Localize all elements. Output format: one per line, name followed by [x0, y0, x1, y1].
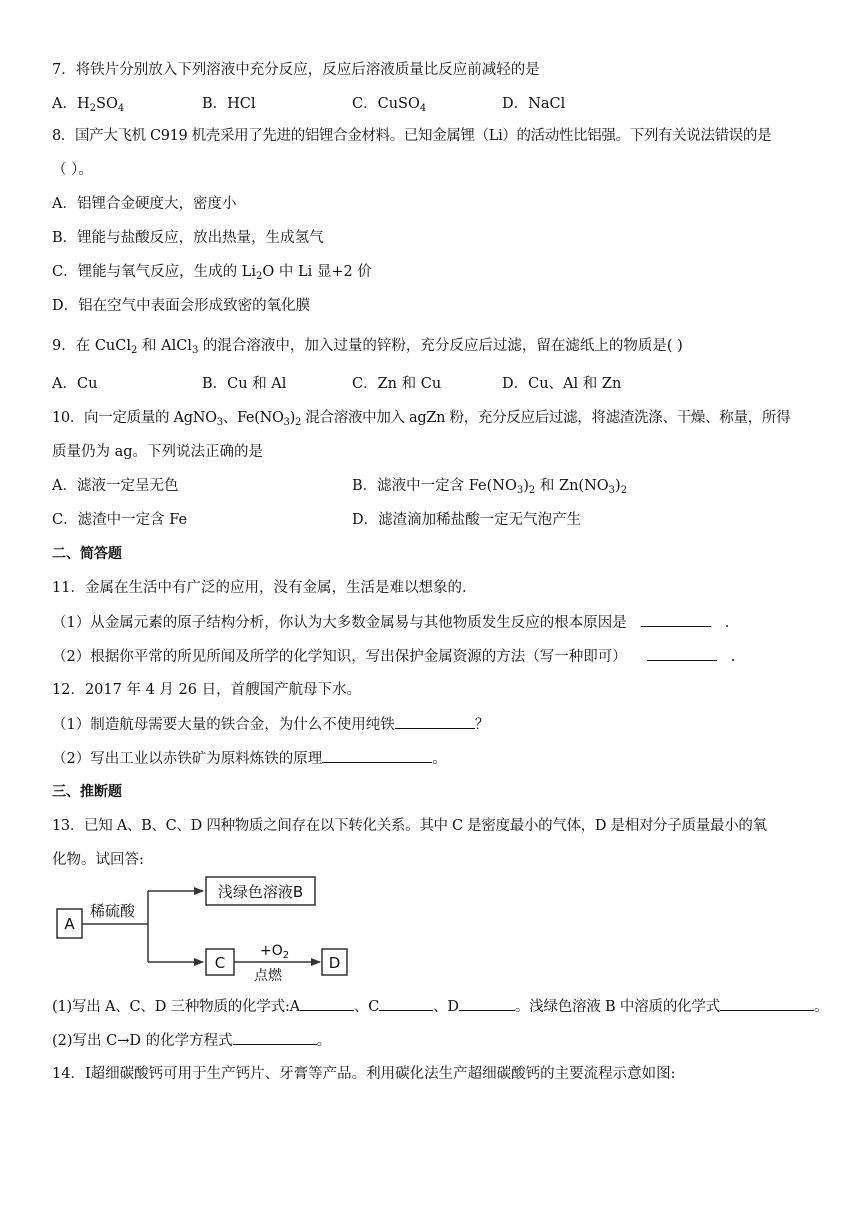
q7-stem: 7．将铁片分别放入下列溶液中充分反应，反应后溶液质量比反应前减轻的是 [52, 62, 540, 78]
q10-stem-line1: 10．向一定质量的 AgNO$_3$、$Fe(NO_3)_2$ 混合溶液中加入 agZn 粉，充分反应后过滤，将滤渣洗涤、干燥、称量，所得 [52, 410, 791, 428]
q8-option-d: D．铝在空气中表面会形成致密的氧化膜 [52, 298, 311, 314]
diagram-label-c: C [214, 954, 226, 972]
diagram-label-d: D [328, 954, 341, 972]
q12-part1: （1）制造航母需要大量的铁合金，为什么不使用纯铁 ？ [52, 714, 489, 735]
q13-blank-a[interactable] [300, 996, 354, 1011]
q13-blank-equation[interactable] [233, 1030, 317, 1045]
q11-stem: 11．金属在生活中有广泛的应用，没有金属，生活是难以想象的. [52, 580, 467, 596]
q9-option-a: A．Cu [52, 376, 98, 392]
q9-option-c: C．Zn 和 Cu [352, 376, 442, 392]
diagram-label-b: 浅绿色溶液B [217, 883, 304, 901]
q7-option-d: D．NaCl [502, 96, 566, 112]
q10-option-d: D．滤渣滴加稀盐酸一定无气泡产生 [352, 512, 582, 528]
q13-part2: (2)写出 C→D 的化学方程式 。 [52, 1030, 331, 1051]
q9-stem: 9．在 CuCl$_2$ 和 AlCl$_3$ 的混合溶液中，加入过量的锌粉，充分反应后过滤，留在滤纸上的物质是( ) [52, 338, 683, 356]
q8-option-c: C．锂能与氧气反应，生成的 $Li_2O$ 中 Li 显+2 价 [52, 264, 372, 282]
q9-option-d: D．Cu、Al 和 Zn [502, 376, 622, 392]
diagram-condition-oxygen: $+O_2$ [260, 943, 290, 961]
q13-part1: (1)写出 A、C、D 三种物质的化学式:A 、C 、D 。浅绿色溶液 B 中溶质的化学式 。 [52, 996, 828, 1017]
q8-option-a: A．铝锂合金硬度大，密度小 [52, 196, 237, 212]
q11-part1: （1）从金属元素的原子结构分析，你认为大多数金属易与其他物质发生反应的根本原因是 . [52, 612, 729, 633]
diagram-reagent-label: 稀硫酸 [90, 902, 136, 920]
q8-stem-line1: 8．国产大飞机 C919 机壳采用了先进的铝锂合金材料。已知金属锂（Li）的活动性比铝强。下列有关说法错误的是 [52, 128, 772, 144]
q10-option-c: C．滤渣中一定含 Fe [52, 512, 188, 528]
q8-option-b: B．锂能与盐酸反应，放出热量，生成氢气 [52, 230, 324, 246]
q10-option-b: B．滤液中一定含 $Fe(NO_3)_2$ 和 $Zn(NO_3)_2$ [352, 478, 628, 496]
diagram-label-a: A [64, 915, 75, 933]
q13-blank-solute[interactable] [720, 996, 814, 1011]
q13-stem-line1: 13．已知 A、B、C、D 四种物质之间存在以下转化关系。其中 C 是密度最小的气体，D 是相对分子质量最小的氧 [52, 818, 767, 834]
q7-option-a: A．$H_2SO_4$ [52, 96, 125, 114]
q8-stem-line2: （ ）。 [52, 162, 93, 178]
q13-stem-line2: 化物。试回答: [52, 852, 144, 868]
q7-option-c: C．CuSO$_4$ [352, 96, 427, 114]
q13-blank-c[interactable] [379, 996, 433, 1011]
q12-part2: （2）写出工业以赤铁矿为原料炼铁的原理 。 [52, 748, 447, 769]
section-heading-inference: 三、推断题 [52, 784, 122, 800]
q12-stem: 12．2017 年 4 月 26 日，首艘国产航母下水。 [52, 682, 362, 698]
q14-stem: 14．I超细碳酸钙可用于生产钙片、牙膏等产品。利用碳化法生产超细碳酸钙的主要流程示意如图: [52, 1066, 676, 1082]
q13-blank-d[interactable] [459, 996, 515, 1011]
diagram-condition-ignite: 点燃 [254, 968, 282, 984]
q7-option-b: B．HCl [202, 96, 256, 112]
q10-stem-line2: 质量仍为 ag。下列说法正确的是 [52, 444, 264, 460]
section-heading-short-answer: 二、简答题 [52, 546, 122, 562]
q9-option-b: B．Cu 和 Al [202, 376, 287, 392]
q10-option-a: A．滤液一定呈无色 [52, 478, 179, 494]
q11-part2: （2）根据你平常的所见所闻及所学的化学知识，写出保护金属资源的方法（写一种即可） . [52, 646, 735, 667]
